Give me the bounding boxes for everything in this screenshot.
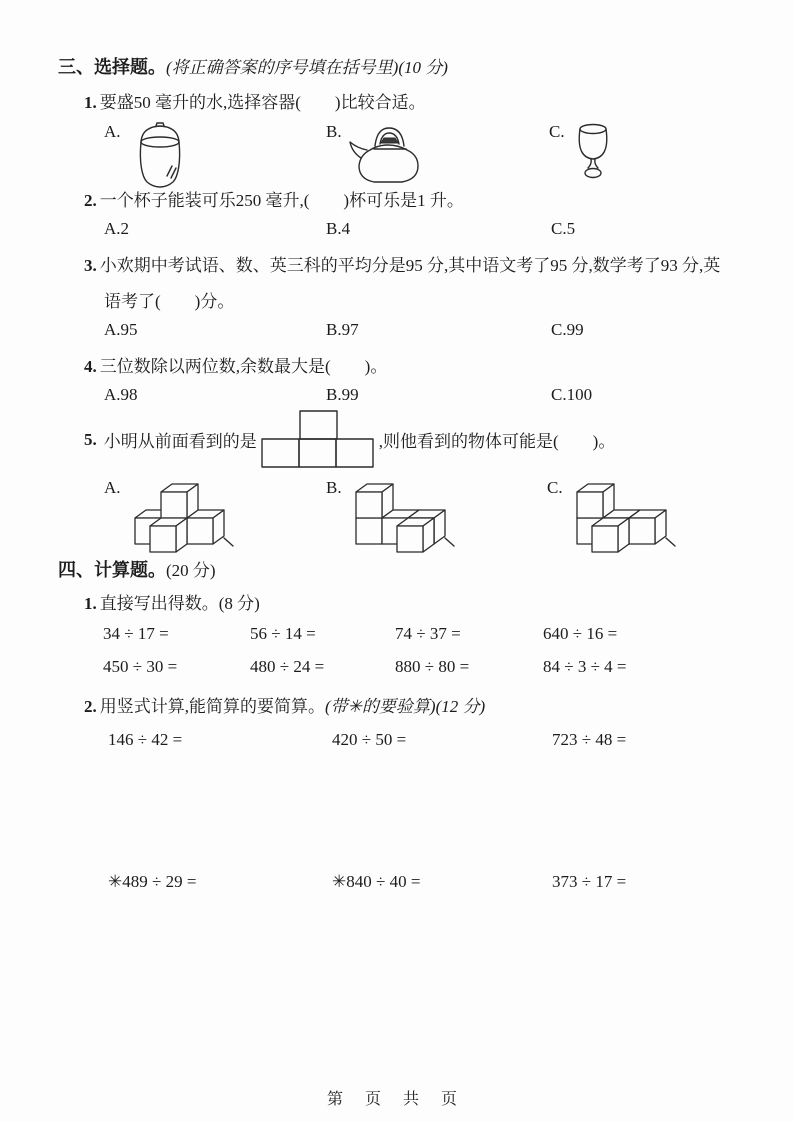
- calc-expression: 880 ÷ 80 =: [395, 657, 470, 676]
- teapot-lid-detail: [381, 138, 398, 143]
- calc-expression: 640 ÷ 16 =: [543, 624, 618, 643]
- bucket-icon: [127, 122, 193, 190]
- section3-header: [58, 53, 448, 79]
- calc-expression: 34 ÷ 17 =: [103, 624, 169, 643]
- question-3-text-line1: 小欢期中考试语、数、英三科的平均分是95 分,其中语文考了95 分,数学考了93 分,英: [99, 256, 721, 275]
- cube: [592, 518, 629, 552]
- q1-option-a: [104, 122, 193, 190]
- q1-option-b-label: B.: [326, 122, 342, 141]
- calc-expression: 146 ÷ 42 =: [108, 730, 183, 749]
- cube: [187, 510, 224, 544]
- q1-option-b: [326, 122, 428, 186]
- question-5-number: 5.: [84, 429, 97, 449]
- calc-expression: 480 ÷ 24 =: [250, 657, 325, 676]
- calc-expression: 84 ÷ 3 ÷ 4 =: [543, 657, 627, 676]
- goblet-icon: [571, 122, 615, 186]
- calc-expression: 450 ÷ 30 =: [103, 657, 178, 676]
- section4-header: [58, 556, 216, 582]
- q1-option-c: [549, 122, 615, 186]
- section4-q1-number: 1.: [84, 594, 97, 613]
- section4-title: 四、计算题。: [58, 560, 166, 580]
- q3-option-b: B.97: [326, 320, 359, 339]
- question-4-text: 三位数除以两位数,余数最大是( )。: [99, 357, 388, 376]
- q2-option-a: A.2: [104, 219, 130, 238]
- q5-option-a: [104, 478, 249, 558]
- q5-option-b-label: B.: [326, 478, 342, 497]
- page-footer: 第 页 共 页: [326, 1091, 466, 1108]
- question-1-text: 要盛50 毫升的水,选择容器( )比较合适。: [99, 93, 426, 112]
- question-3-number: 3.: [84, 256, 97, 275]
- q3-option-a: A.95: [104, 320, 138, 339]
- section4-q2: [84, 692, 485, 717]
- question-2-text: 一个杯子能装可乐250 毫升,( )杯可乐是1 升。: [99, 191, 464, 210]
- calc-expression: 723 ÷ 48 =: [552, 730, 627, 749]
- question-3-line1: [84, 251, 720, 276]
- calc-expression: 420 ÷ 50 =: [332, 730, 407, 749]
- question-5-text-after: ,则他看到的物体可能是( )。: [378, 432, 616, 451]
- calc-expression-starred: ✳840 ÷ 40 =: [332, 872, 421, 891]
- q1-option-a-label: A.: [104, 122, 121, 141]
- section4-q2-number: 2.: [84, 697, 97, 716]
- question-5-text-before: 小明从前面看到的是: [103, 432, 257, 451]
- question-2: [84, 186, 464, 211]
- question-5: [84, 410, 615, 469]
- section4-q1: [84, 589, 260, 614]
- cubes-figure-c: [569, 478, 691, 558]
- q2-option-b: B.4: [326, 219, 351, 238]
- q3-option-c: C.99: [551, 320, 584, 339]
- cubes-figure-a: [127, 478, 249, 558]
- front-view-figure: [261, 410, 375, 469]
- calc-expression-starred: ✳489 ÷ 29 =: [108, 872, 197, 891]
- cube: [150, 518, 187, 552]
- q2-option-c: C.5: [551, 219, 576, 238]
- section4-q2-note: (带✳的要验算)(12 分): [325, 697, 486, 716]
- section3-note: (将正确答案的序号填在括号里)(10 分): [166, 58, 448, 77]
- q4-option-b: B.99: [326, 385, 359, 404]
- q1-option-c-label: C.: [549, 122, 565, 141]
- question-4: [84, 352, 387, 377]
- cubes-figure-b: [348, 478, 470, 558]
- section3-title: 三、选择题。: [58, 57, 166, 77]
- question-2-number: 2.: [84, 191, 97, 210]
- q5-option-c: [547, 478, 691, 558]
- teapot-icon: [348, 122, 428, 186]
- question-1-number: 1.: [84, 93, 97, 112]
- section4-title-note: (20 分): [166, 561, 216, 580]
- calc-expression: 56 ÷ 14 =: [250, 624, 316, 643]
- section4-q1-text: 直接写出得数。(8 分): [99, 594, 260, 613]
- section4-q2-text: 用竖式计算,能简算的要简算。: [99, 697, 325, 716]
- calc-expression: 373 ÷ 17 =: [552, 872, 627, 891]
- question-1: [84, 88, 426, 113]
- q5-option-a-label: A.: [104, 478, 121, 497]
- q4-option-a: A.98: [104, 385, 138, 404]
- cube: [397, 518, 434, 552]
- q4-option-c: C.100: [551, 385, 593, 404]
- cube: [161, 484, 198, 518]
- q5-option-b: [326, 478, 470, 558]
- cube: [577, 484, 614, 518]
- question-3-line2: 语考了( )分。: [104, 292, 235, 311]
- cube: [356, 484, 393, 518]
- cube: [629, 510, 666, 544]
- question-4-number: 4.: [84, 357, 97, 376]
- q5-option-c-label: C.: [547, 478, 563, 497]
- calc-expression: 74 ÷ 37 =: [395, 624, 461, 643]
